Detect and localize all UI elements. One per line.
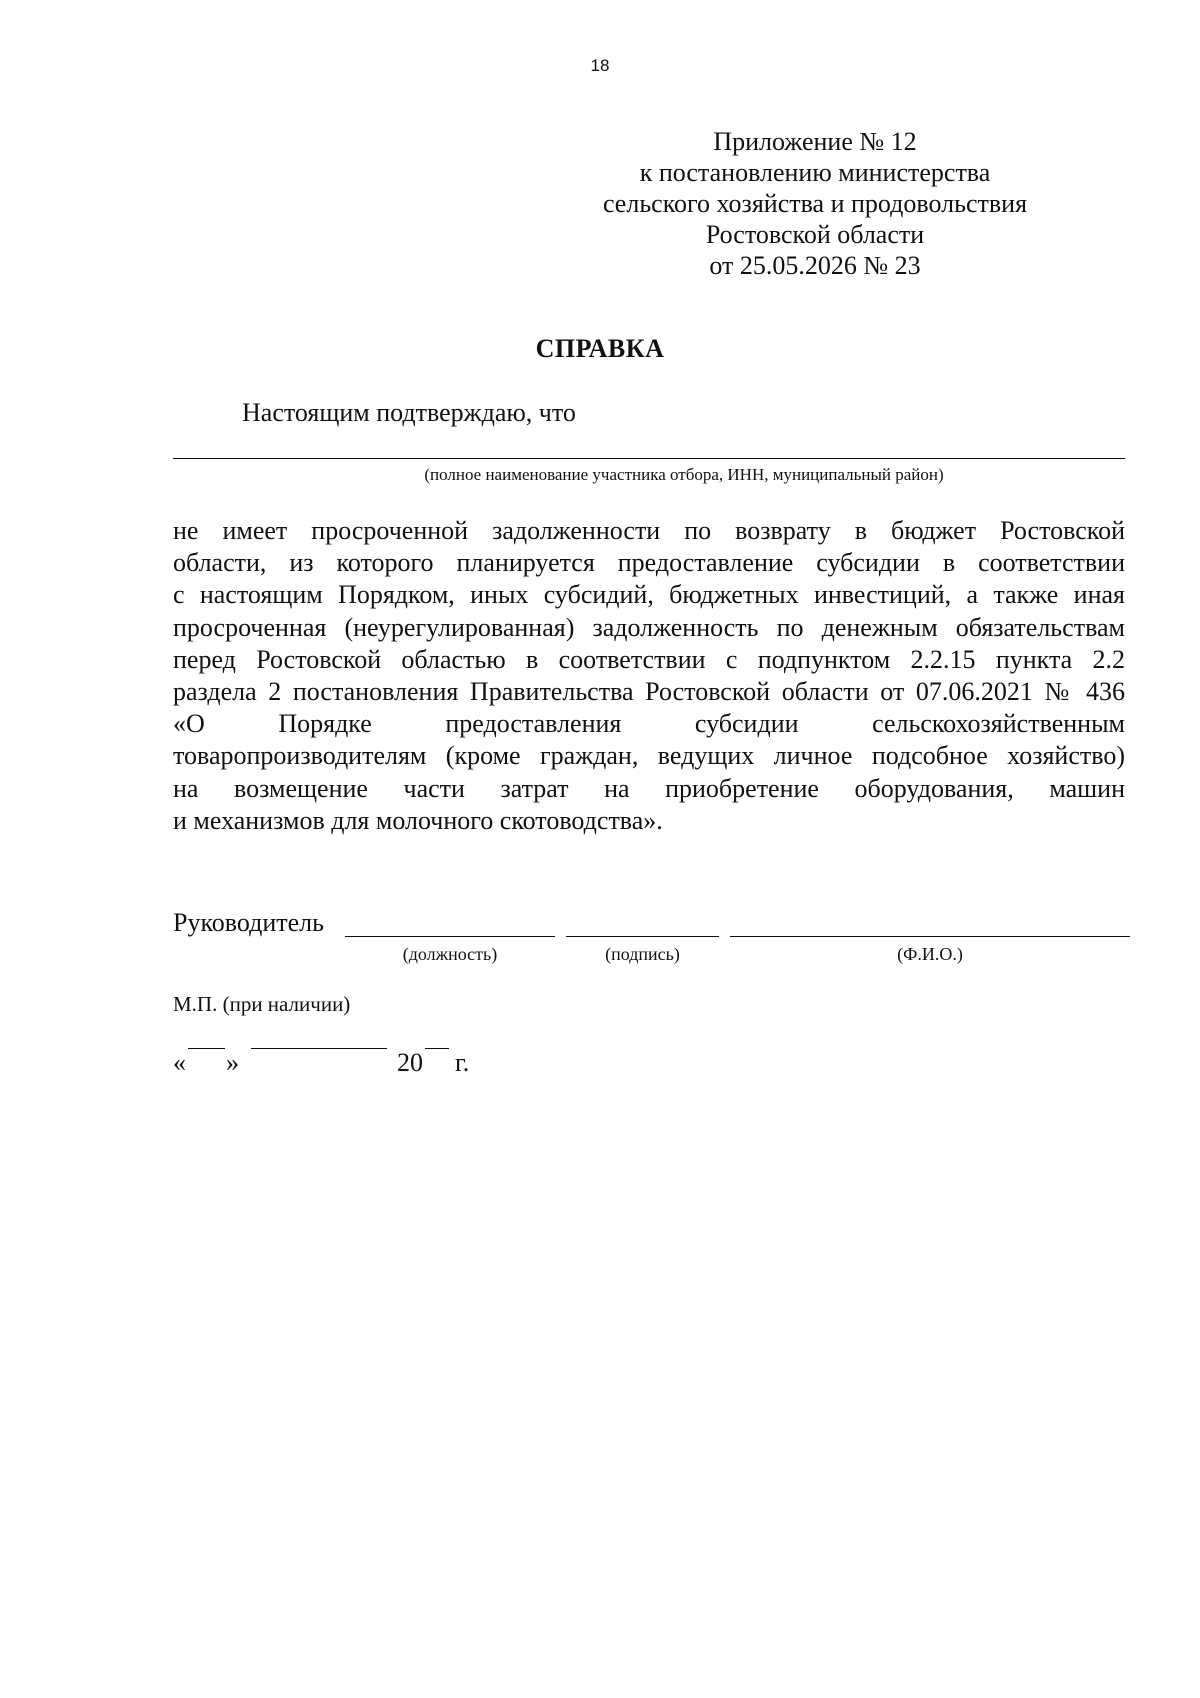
body-line: перед Ростовской областью в соответствии с подпунктом 2.2.15 пункта 2.2 <box>173 644 1125 674</box>
body-paragraph <box>173 515 1125 837</box>
position-blank <box>345 936 555 937</box>
body-line: на возмещение части затрат на приобретение оборудования, машин <box>173 773 1125 803</box>
year-prefix: 20 <box>397 1048 423 1077</box>
body-line: «О Порядке предоставления субсидии сельскохозяйственным <box>173 709 1125 739</box>
appendix-line-5: от 25.05.2026 № 23 <box>709 251 921 280</box>
appendix-line-3: сельского хозяйства и продовольствия <box>602 189 1028 218</box>
body-line: не имеет просроченной задолженности по возврату в бюджет Ростовской <box>173 516 1125 545</box>
signature-caption: (подпись) <box>605 944 680 964</box>
page-number: 18 <box>590 56 610 75</box>
body-line: области, из которого планируется предоставление субсидии в соответствии <box>173 548 1125 578</box>
participant-fill-line <box>173 458 1125 459</box>
signature-blank <box>566 936 719 937</box>
date-close-quote: » <box>226 1048 239 1077</box>
intro-text: Настоящим подтверждаю, что <box>242 398 576 427</box>
day-blank <box>188 1048 225 1049</box>
body-line: с настоящим Порядком, иных субсидий, бюджетных инвестиций, а также иная <box>173 580 1125 610</box>
body-line: просроченная (неурегулированная) задолженность по денежным обязательствам <box>173 612 1125 642</box>
name-blank <box>730 936 1130 937</box>
signature-row <box>173 908 1133 968</box>
appendix-header <box>580 126 1050 281</box>
month-blank <box>251 1048 387 1049</box>
date-row <box>173 1048 573 1084</box>
stamp-note: М.П. (при наличии) <box>173 992 351 1016</box>
appendix-line-2: к постановлению министерства <box>639 158 991 187</box>
participant-fill-caption: (полное наименование участника отбора, ИНН, муниципальный район) <box>424 465 944 484</box>
body-line: товаропроизводителям (кроме граждан, ведущих личное подсобное хозяйство) <box>173 741 1125 771</box>
year-blank <box>425 1048 449 1049</box>
position-caption: (должность) <box>402 944 498 964</box>
document-title: СПРАВКА <box>535 334 665 363</box>
appendix-line-1: Приложение № 12 <box>713 127 917 156</box>
body-line: раздела 2 постановления Правительства Ростовской области от 07.06.2021 № 436 <box>173 676 1125 706</box>
signature-label: Руководитель <box>173 908 324 937</box>
appendix-line-4: Ростовской области <box>705 220 925 249</box>
body-line: и механизмов для молочного скотоводства». <box>173 805 663 835</box>
name-caption: (Ф.И.О.) <box>897 944 963 964</box>
date-open-quote: « <box>173 1048 186 1077</box>
year-suffix: г. <box>455 1048 470 1077</box>
